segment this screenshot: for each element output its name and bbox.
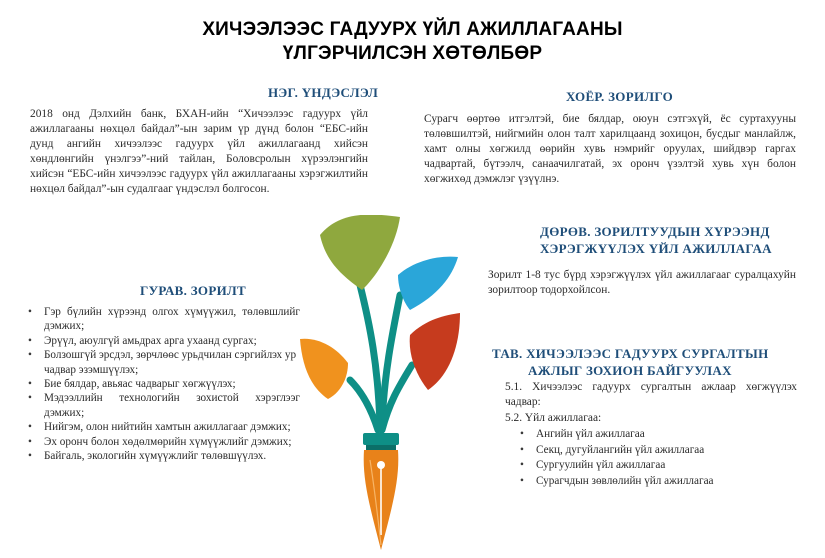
leaf-blue-icon	[398, 257, 458, 310]
activity-item: • Секц, дугуйлангийн үйл ажиллагаа	[520, 443, 800, 459]
goal-text: Сурагч өөртөө итгэлтэй, бие бялдар, оюун сэтгэхүй, ёс суртахууны төлөвшилтэй, нийгмийн олон талт харилцаанд зохицон, бусдыг манлайлж, хамт олны хөгжилд өөрийн хувь нэмрийг оруулах, шийдвэр гаргах чадвартай, бүтээлч, санаачилгатай, эх оронч үзэлтэй хувь хүн болон хөгжихөд дэмжлэг үзүүлнэ.	[424, 113, 796, 185]
objective-continuation-text: чадвар эзэмшүүлэх;	[44, 363, 139, 376]
pen-nib-hole	[377, 461, 385, 469]
pen-collar-band	[366, 445, 396, 450]
implementation-heading-line1: ДӨРӨВ. ЗОРИЛТУУДЫН ХҮРЭЭНД	[540, 224, 770, 239]
objective-item: • Мэдээллийн технологийн зохистой хэрэглээг дэмжих;	[28, 391, 300, 420]
leaf-orange-icon	[300, 339, 348, 399]
organization-p2: 5.2. Үйл ажиллагаа:	[505, 412, 602, 424]
organization-list	[520, 427, 800, 489]
basis-text: 2018 онд Дэлхийн банк, БХАН-ийн “Хичээлээс гадуурх үйл ажиллагааны нөхцөл байдал”-ын зарим үр дүнд болон “ЕБС-ийн дунд ангийн хичээлээс гадуурх үйл ажиллагаанд хийсэн хөндлөнгийн үнэлгээ”-ний тайлан, Боловсролын хүрээлэнгийн хийсэн “ЕБС-ийн хичээлээс гадуурх үйл ажиллагааны хэрэгжилтийн нөхцөл байдал”-ын судалгааг үндэслэл болгосон.	[30, 108, 368, 195]
organization-p1: 5.1. Хичээлээс гадуурх сургалтын ажлаар хөгжүүлэх чадвар:	[505, 381, 797, 408]
leaf-green-icon	[320, 215, 400, 290]
page-title-line2: ҮЛГЭРЧИЛСЭН ХӨТӨЛБӨР	[282, 43, 543, 64]
objective-item: • Эх оронч болон хөдөлмөрийн хүмүүжлийг дэмжих;	[28, 435, 300, 449]
plant-stems	[350, 285, 412, 430]
objective-item: • Байгаль, экологийн хүмүүжлийг төлөвшүүлэх.	[28, 449, 300, 463]
goal-heading: ХОЁР. ЗОРИЛГО	[566, 89, 673, 104]
objectives-list	[28, 305, 300, 463]
objective-item: • Эрүүл, аюулгүй амьдрах арга ухаанд сургах;	[28, 334, 300, 348]
pen-collar	[363, 433, 399, 445]
activity-item: • Ангийн үйл ажиллагаа	[520, 427, 800, 443]
organization-heading-line2: АЖЛЫГ ЗОХИОН БАЙГУУЛАХ	[528, 363, 732, 378]
organization-heading-line1: ТАВ. ХИЧЭЭЛЭЭС ГАДУУРХ СУРГАЛТЫН	[492, 346, 769, 361]
leaf-red-icon	[410, 313, 460, 390]
objective-continuation	[28, 363, 300, 377]
objective-item: • Нийгэм, олон нийтийн хамтын ажиллагааг дэмжих;	[28, 420, 300, 434]
activity-item: • Сургуулийн үйл ажиллагаа	[520, 458, 800, 474]
implementation-heading	[540, 223, 772, 257]
organization-heading	[492, 345, 769, 379]
objective-item: • Болзошгүй эрсдэл, зөрчлөөс урьдчилан сэргийлэх ур	[28, 348, 300, 362]
stem-orange	[350, 380, 378, 430]
objectives-heading: ГУРАВ. ЗОРИЛТ	[140, 283, 246, 298]
implementation-heading-line2: ХЭРЭГЖҮҮЛЭХ ҮЙЛ АЖИЛЛАГАА	[540, 241, 772, 256]
pen-plant-illustration	[300, 215, 460, 555]
basis-heading: НЭГ. ҮНДЭСЛЭЛ	[268, 85, 379, 100]
activity-item: • Сурагчдын зөвлөлийн үйл ажиллагаа	[520, 474, 800, 490]
implementation-text: Зорилт 1-8 тус бүрд хэрэгжүүлэх үйл ажиллагааг суралцахуйн зорилтоор тодорхойлсон.	[488, 269, 796, 296]
objective-item: • Бие бялдар, авьяас чадварыг хөгжүүлэх;	[28, 377, 300, 391]
objective-item: • Гэр бүлийн хүрээнд олгох хүмүүжил, төлөвшлийг дэмжих;	[28, 305, 300, 334]
page-title	[0, 18, 825, 66]
page-title-line1: ХИЧЭЭЛЭЭС ГАДУУРХ ҮЙЛ АЖИЛЛАГААНЫ	[202, 19, 623, 40]
